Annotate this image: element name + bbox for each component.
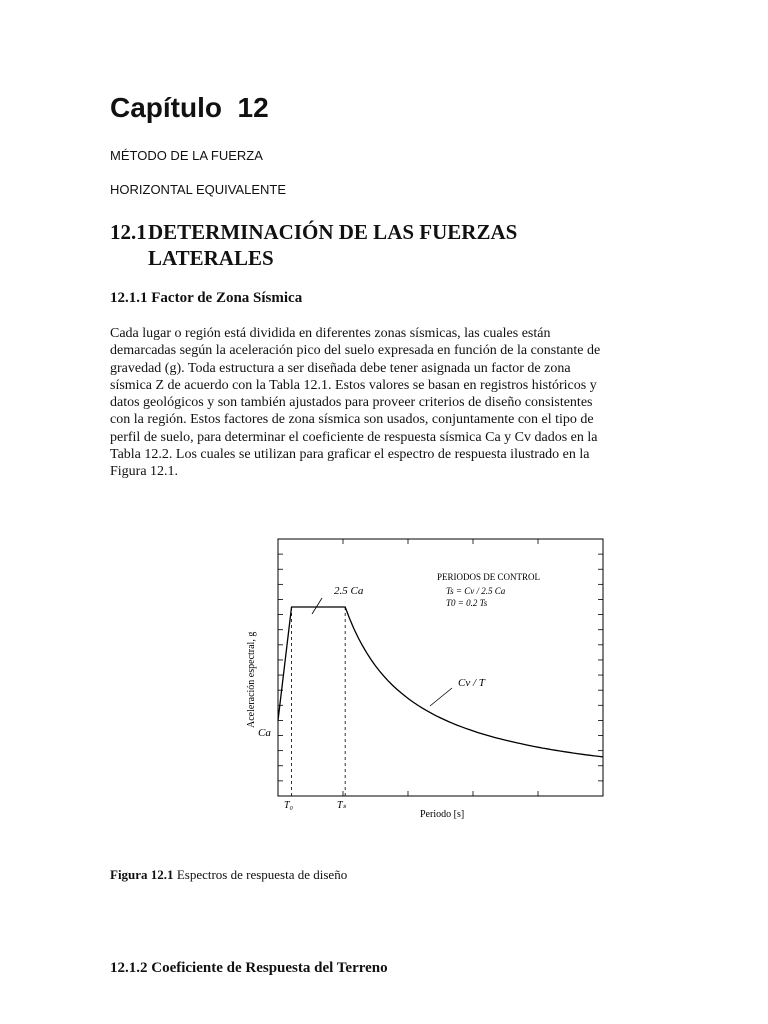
section-number: 12.1: [110, 220, 147, 244]
paragraph-line: perfil de suelo, para determinar el coeficiente de respuesta sísmica Ca y Cv dados en la: [110, 429, 598, 445]
paragraph-line: gravedad (g). Toda estructura a ser diseñada debe tener asignada un factor de zona: [110, 360, 571, 376]
curve-annotation: Cv / T: [458, 677, 485, 689]
peak-annotation: 2.5 Ca: [334, 585, 364, 597]
paragraph-line: sísmica Z de acuerdo con la Tabla 12.1. Estos valores se basan en registros históricos y: [110, 377, 597, 393]
figure-caption: [110, 867, 347, 883]
ts-tick-label: Tₛ: [337, 800, 347, 811]
figure-caption-label: Figura 12.1: [110, 867, 174, 882]
chapter-subtitle-line2: HORIZONTAL EQUIVALENTE: [110, 182, 287, 197]
control-line1: Ts = Cv / 2.5 Ca: [446, 586, 506, 596]
paragraph-line: Cada lugar o región está dividida en diferentes zonas sísmicas, las cuales están: [110, 326, 551, 341]
t0-tick-label: T₀: [284, 800, 294, 811]
paragraph-line: datos geológicos y son también ajustados para proveer criterios de diseño consistentes: [110, 395, 593, 411]
y-axis-label: Aceleración espectral, g: [246, 631, 257, 728]
paragraph-line: demarcadas según la aceleración pico del suelo expresada en función de la constante de: [110, 343, 601, 359]
figure-caption-text: Espectros de respuesta de diseño: [173, 867, 348, 882]
peak-leader-line: [312, 598, 322, 614]
ca-annotation: Ca: [258, 727, 271, 739]
paragraph-line: Figura 12.1.: [110, 464, 179, 480]
chapter-subtitle-line1: MÉTODO DE LA FUERZA: [110, 148, 263, 163]
section-title-line2: LATERALES: [148, 246, 274, 270]
section-title-line1: DETERMINACIÓN DE LAS FUERZAS: [148, 220, 518, 244]
control-line2: T0 = 0.2 Ts: [446, 598, 488, 608]
subsection-heading-1: 12.1.1 Factor de Zona Sísmica: [110, 290, 303, 306]
x-axis-label: Periodo [s]: [420, 809, 465, 820]
subsection-heading-2: 12.1.2 Coeficiente de Respuesta del Terreno: [110, 960, 388, 976]
chapter-title: Capítulo 12: [110, 92, 269, 123]
paragraph-line: con la región. Estos factores de zona sísmica son usados, conjuntamente con el tipo de: [110, 412, 594, 428]
spectrum-series-line: [278, 607, 603, 757]
paragraph-line: Tabla 12.2. Los cuales se utilizan para graficar el espectro de respuesta ilustrado en la: [110, 447, 590, 463]
control-title: PERIODOS DE CONTROL: [437, 572, 541, 582]
curve-leader-line: [430, 688, 452, 706]
